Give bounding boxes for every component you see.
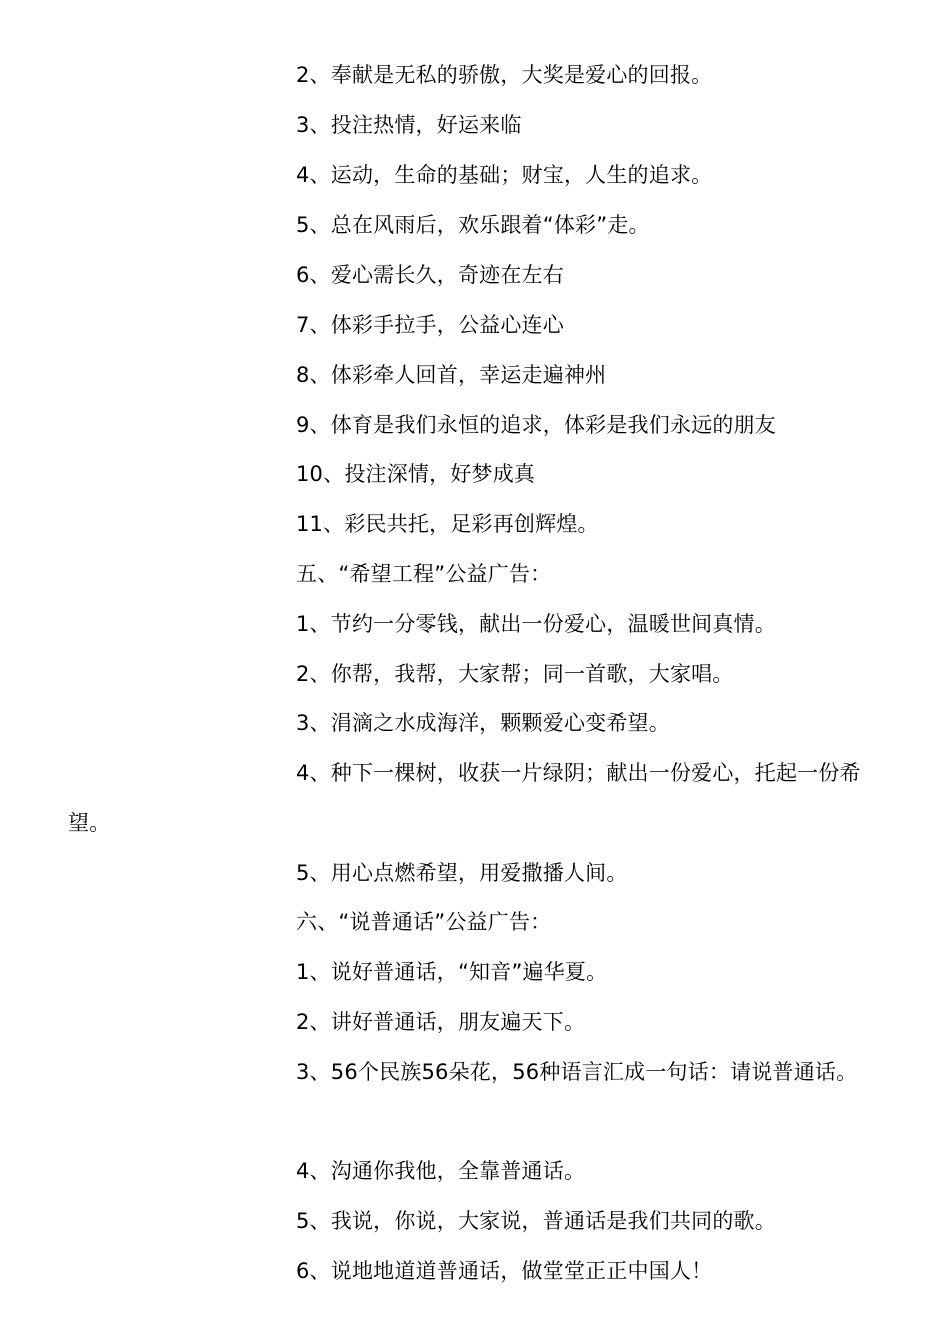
text-line: 7、体彩手拉手，公益心连心: [296, 313, 564, 337]
text-line: 6、爱心需长久，奇迹在左右: [296, 263, 564, 287]
text-line: 5、用心点燃希望，用爱撒播人间。: [296, 861, 628, 885]
text-line: 8、体彩牵人回首，幸运走遍神州: [296, 363, 607, 387]
text-line: 11、彩民共托，足彩再创辉煌。: [296, 512, 599, 536]
text-line: 4、运动，生命的基础；财宝，人生的追求。: [296, 163, 713, 187]
text-line: 10、投注深情，好梦成真: [296, 462, 536, 486]
text-line: 5、总在风雨后，欢乐跟着“体彩”走。: [296, 213, 650, 237]
text-line: 4、沟通你我他，全靠普通话。: [296, 1159, 586, 1183]
text-line: 5、我说，你说，大家说，普通话是我们共同的歌。: [296, 1209, 776, 1233]
text-line: 6、说地地道道普通话，做堂堂正正中国人！: [296, 1259, 713, 1283]
text-line: 2、你帮，我帮，大家帮；同一首歌，大家唱。: [296, 662, 734, 686]
section-heading: 五、“希望工程”公益广告：: [296, 562, 552, 586]
text-line: 3、56个民族56朵花，56种语言汇成一句话：请说普通话。: [296, 1060, 858, 1084]
text-line: 2、讲好普通话，朋友遍天下。: [296, 1010, 586, 1034]
text-line: 4、种下一棵树，收获一片绿阴；献出一份爱心，托起一份希: [296, 761, 861, 785]
text-line: 2、奉献是无私的骄傲，大奖是爱心的回报。: [296, 63, 713, 87]
text-line: 9、体育是我们永恒的追求，体彩是我们永远的朋友: [296, 413, 776, 437]
section-heading: 六、“说普通话”公益广告：: [296, 910, 552, 934]
text-line: 1、说好普通话，“知音”遍华夏。: [296, 960, 608, 984]
text-line: 1、节约一分零钱，献出一份爱心，温暖世间真情。: [296, 612, 776, 636]
text-line: 3、投注热情，好运来临: [296, 113, 522, 137]
text-line-continuation: 望。: [68, 811, 111, 835]
text-line: 3、涓滴之水成海洋，颗颗爱心变希望。: [296, 711, 670, 735]
